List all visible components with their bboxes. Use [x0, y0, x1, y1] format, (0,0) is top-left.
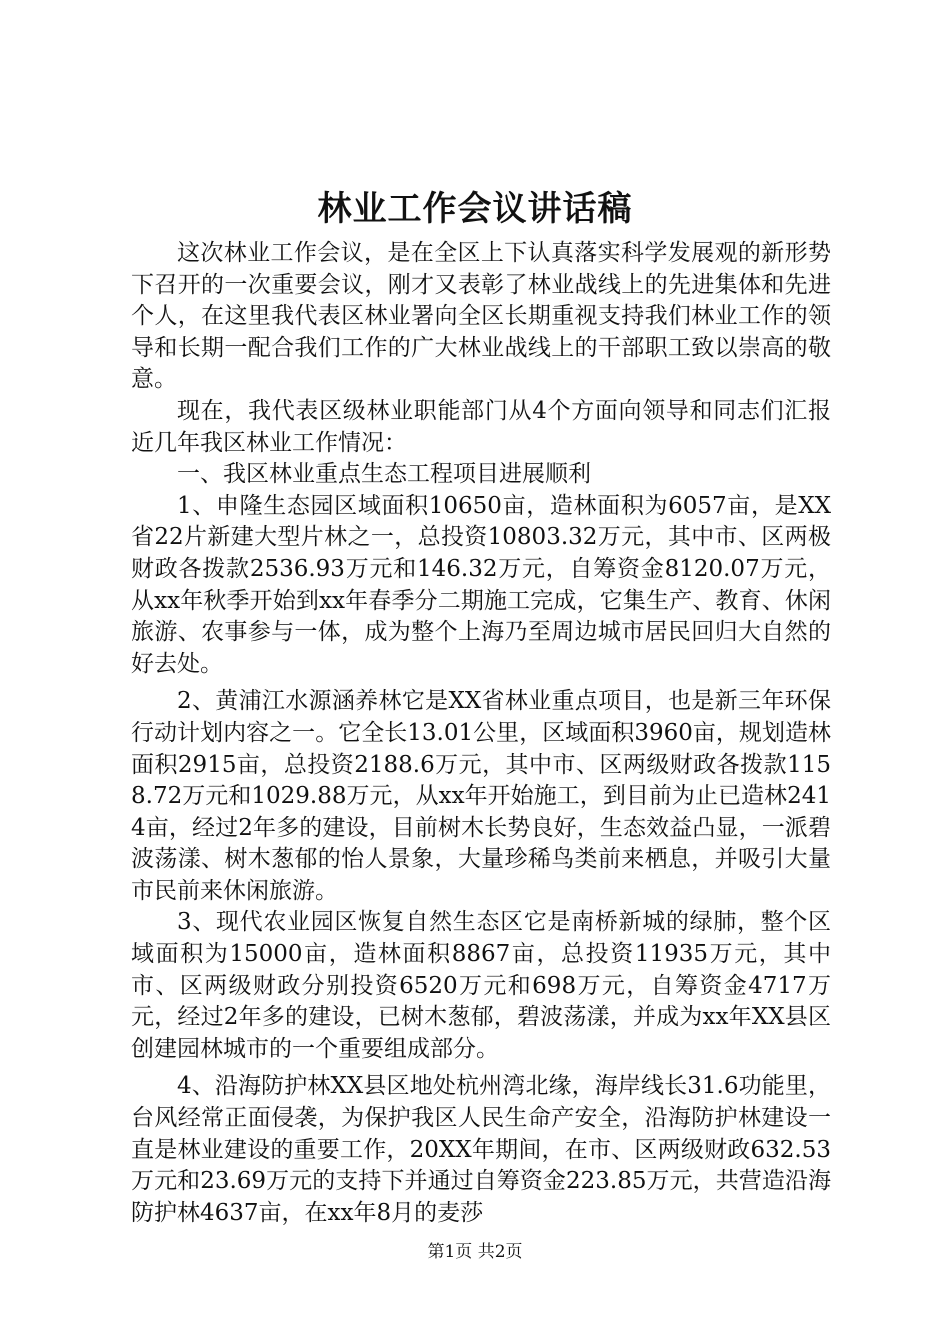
paragraph-item-2: 2、黄浦江水源涵养林它是XX省林业重点项目，也是新三年环保行动计划内容之一。它全长13.01公里，区域面积3960亩，规划造林面积2915亩，总投资2188.6万元，其中市、区两级财政各拨款1158.72万元和1029.88万元，从xx年开始施工，到目前为止已造林2414亩，经过2年多的建设，目前树木长势良好，生态效益凸显，一派碧波荡漾、树木葱郁的怡人景象，大量珍稀鸟类前来栖息，并吸引大量市民前来休闲旅游。 [131, 688, 831, 904]
paragraph-report-overview: 现在，我代表区级林业职能部门从4个方面向领导和同志们汇报近几年我区林业工作情况： [131, 397, 831, 456]
section-heading-1: 一、我区林业重点生态工程项目进展顺利 [177, 461, 591, 488]
document-title: 林业工作会议讲话稿 [317, 189, 633, 229]
paragraph-item-1: 1、申隆生态园区域面积10650亩，造林面积为6057亩，是XX省22片新建大型片林之一，总投资10803.32万元，其中市、区两极财政各拨款2536.93万元和146.32万元，自筹资金8120.07万元，从xx年秋季开始到xx年春季分二期施工完成，它集生产、教育、休闲旅游、农事参与一体，成为整个上海乃至周边城市居民回归大自然的好去处。 [131, 492, 831, 677]
paragraph-item-4: 4、沿海防护林XX县区地处杭州湾北缘，海岸线长31.6功能里，台风经常正面侵袭，为保护我区人民生命产安全，沿海防护林建设一直是林业建设的重要工作，20XX年期间，在市、区两级财政632.53万元和23.69万元的支持下并通过自筹资金223.85万元，共营造沿海防护林4637亩，在xx年8月的麦莎 [131, 1073, 831, 1226]
page-indicator: 第1页 共2页 [427, 1242, 523, 1262]
paragraph-item-3: 3、现代农业园区恢复自然生态区它是南桥新城的绿肺，整个区域面积为15000亩，造林面积8867亩，总投资11935万元，其中市、区两级财政分别投资6520万元和698万元，自筹资金4717万元，经过2年多的建设，已树木葱郁，碧波荡漾，并成为xx年XX县区创建园林城市的一个重要组成部分。 [131, 909, 831, 1062]
document-body [131, 238, 831, 1229]
paragraph-intro: 这次林业工作会议，是在全区上下认真落实科学发展观的新形势下召开的一次重要会议，刚才又表彰了林业战线上的先进集体和先进个人，在这里我代表区林业署向全区长期重视支持我们林业工作的领导和长期一配合我们工作的广大林业战线上的干部职工致以崇高的敬意。 [131, 240, 831, 393]
